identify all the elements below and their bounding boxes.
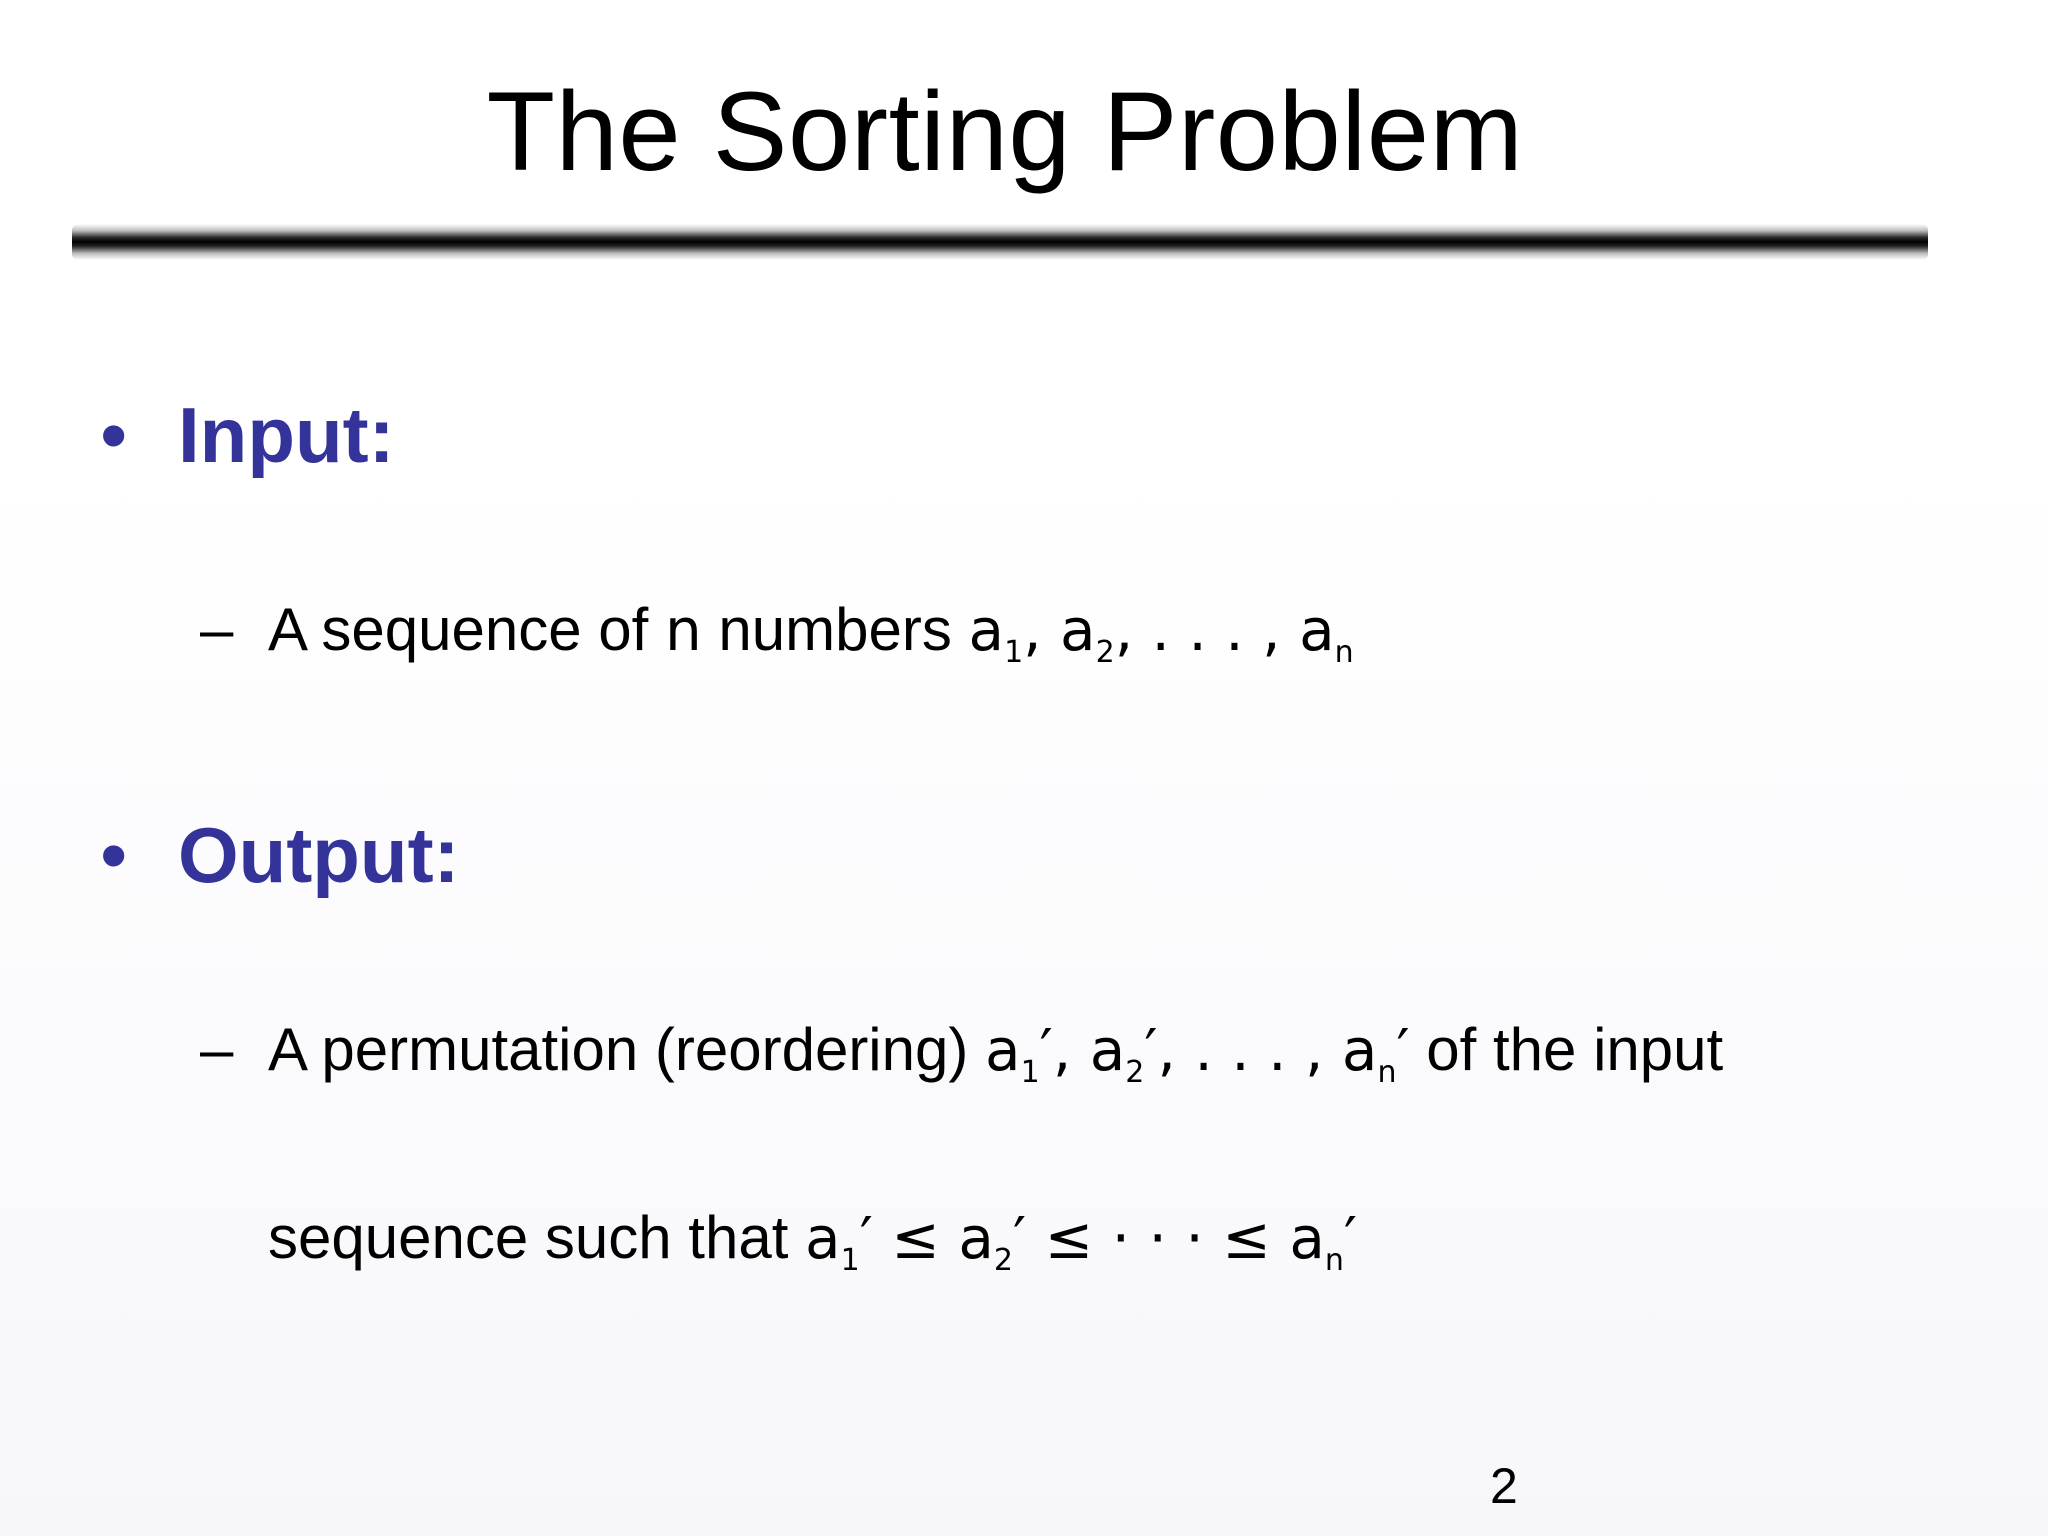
math-a2-prime: $a_2'$ xyxy=(1089,1016,1158,1090)
input-heading: Input: xyxy=(178,391,395,479)
math-a1-prime: $a_1'$ xyxy=(805,1204,873,1278)
title-divider xyxy=(72,224,1928,260)
input-bullet xyxy=(100,390,395,480)
leq-symbol: ≤ xyxy=(1203,1204,1290,1272)
bullet-dot-icon: • xyxy=(100,391,128,479)
bullet-dot-icon: • xyxy=(100,811,128,899)
math-ellipsis: , . . . , xyxy=(1157,1016,1342,1084)
output-description-line2 xyxy=(268,1198,1357,1278)
output-heading: Output: xyxy=(178,811,460,899)
leq-symbol: ≤ xyxy=(872,1204,959,1272)
n-symbol: n xyxy=(664,596,702,664)
dash-marker: – xyxy=(200,1016,234,1083)
output-text-prefix: A permutation (reordering) xyxy=(268,1016,986,1083)
output-text-suffix: of the input xyxy=(1409,1016,1724,1083)
slide-title: The Sorting Problem xyxy=(486,69,1524,194)
math-an-prime: $a_n'$ xyxy=(1341,1016,1410,1090)
leq-symbol: ≤ xyxy=(1026,1204,1112,1272)
math-cdots: · · · xyxy=(1111,1204,1204,1272)
output-bullet xyxy=(100,810,460,900)
dash-marker: – xyxy=(200,596,234,663)
math-ellipsis: , . . . , xyxy=(1114,596,1300,664)
input-text-mid: numbers xyxy=(701,596,969,663)
math-an-prime: $a_n'$ xyxy=(1289,1204,1358,1278)
math-separator: , xyxy=(1052,1016,1090,1084)
math-a1-prime: $a_1'$ xyxy=(985,1016,1053,1090)
input-text-prefix: A sequence of xyxy=(268,596,665,663)
math-a1: $a_1$ xyxy=(968,596,1024,670)
math-a2-prime: $a_2'$ xyxy=(958,1204,1027,1278)
math-an: $a_n$ xyxy=(1299,596,1354,670)
output-line2-prefix: sequence such that xyxy=(268,1204,806,1271)
math-separator: , xyxy=(1023,596,1061,664)
math-a2: $a_2$ xyxy=(1060,596,1115,670)
input-description xyxy=(200,590,1354,670)
page-number: 2 xyxy=(1490,1458,1518,1514)
output-description-line1 xyxy=(200,1010,1723,1090)
